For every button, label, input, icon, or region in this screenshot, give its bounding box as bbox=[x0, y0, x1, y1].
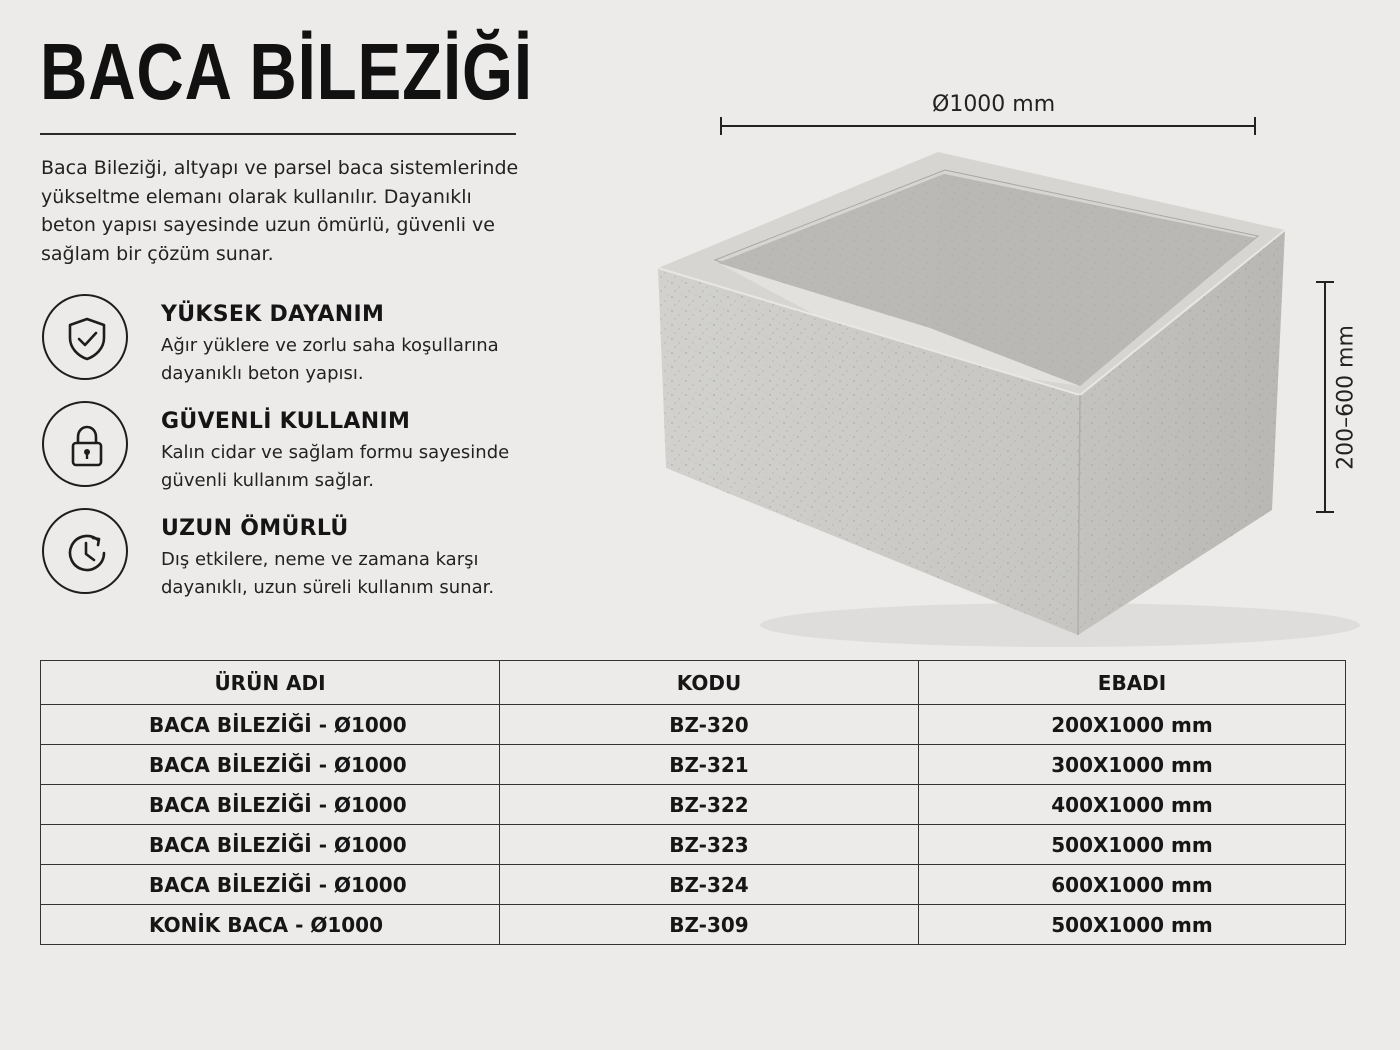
cell-code: BZ-323 bbox=[500, 825, 919, 865]
feature-description: Ağır yüklere ve zorlu saha koşullarına dayanıklı beton yapısı. bbox=[161, 335, 499, 384]
table-row bbox=[41, 745, 1346, 785]
column-header-product-name: ÜRÜN ADI bbox=[41, 661, 500, 705]
cell-product-name: BACA BİLEZİĞİ - Ø1000 bbox=[41, 865, 500, 905]
cell-product-name: BACA BİLEZİĞİ - Ø1000 bbox=[41, 825, 500, 865]
product-illustration bbox=[600, 70, 1380, 660]
table-row bbox=[41, 825, 1346, 865]
column-header-code: KODU bbox=[500, 661, 919, 705]
width-dimension-label: Ø1000 mm bbox=[932, 92, 1056, 117]
table-row bbox=[41, 785, 1346, 825]
clock-history-icon bbox=[42, 508, 128, 594]
cell-size: 300X1000 mm bbox=[919, 745, 1346, 785]
feature-durability bbox=[40, 294, 560, 386]
height-dimension-label: 200–600 mm bbox=[1333, 325, 1359, 470]
page-title: BACA BİLEZİĞİ bbox=[40, 27, 533, 116]
feature-title: GÜVENLİ KULLANIM bbox=[161, 409, 411, 434]
cell-code: BZ-322 bbox=[500, 785, 919, 825]
cell-code: BZ-309 bbox=[500, 905, 919, 945]
feature-longevity bbox=[40, 508, 560, 600]
feature-title: UZUN ÖMÜRLÜ bbox=[161, 516, 349, 541]
title-divider bbox=[40, 133, 516, 135]
cell-product-name: BACA BİLEZİĞİ - Ø1000 bbox=[41, 745, 500, 785]
lock-icon bbox=[42, 401, 128, 487]
cell-size: 400X1000 mm bbox=[919, 785, 1346, 825]
cell-size: 500X1000 mm bbox=[919, 905, 1346, 945]
cell-product-name: KONİK BACA - Ø1000 bbox=[41, 905, 500, 945]
cell-size: 600X1000 mm bbox=[919, 865, 1346, 905]
feature-description: Dış etkilere, neme ve zamana karşı dayanıklı, uzun süreli kullanım sunar. bbox=[161, 549, 495, 598]
cell-size: 200X1000 mm bbox=[919, 705, 1346, 745]
table-row bbox=[41, 905, 1346, 945]
table-row bbox=[41, 865, 1346, 905]
cell-size: 500X1000 mm bbox=[919, 825, 1346, 865]
table-header-row bbox=[41, 661, 1346, 705]
column-header-size: EBADI bbox=[919, 661, 1346, 705]
intro-text: Baca Bileziği, altyapı ve parsel baca sistemlerinde yükseltme elemanı olarak kullanılır. Dayanıklı beton yapısı sayesinde uzun ömürlü, güvenli ve sağlam bir çözüm sunar. bbox=[41, 157, 519, 265]
cell-product-name: BACA BİLEZİĞİ - Ø1000 bbox=[41, 705, 500, 745]
table-row bbox=[41, 705, 1346, 745]
feature-description: Kalın cidar ve sağlam formu sayesinde güvenli kullanım sağlar. bbox=[161, 442, 510, 491]
cell-code: BZ-321 bbox=[500, 745, 919, 785]
feature-safety bbox=[40, 401, 560, 493]
feature-title: YÜKSEK DAYANIM bbox=[161, 302, 385, 327]
cell-code: BZ-324 bbox=[500, 865, 919, 905]
product-spec-table bbox=[40, 660, 1346, 945]
shield-check-icon bbox=[42, 294, 128, 380]
cell-product-name: BACA BİLEZİĞİ - Ø1000 bbox=[41, 785, 500, 825]
cell-code: BZ-320 bbox=[500, 705, 919, 745]
